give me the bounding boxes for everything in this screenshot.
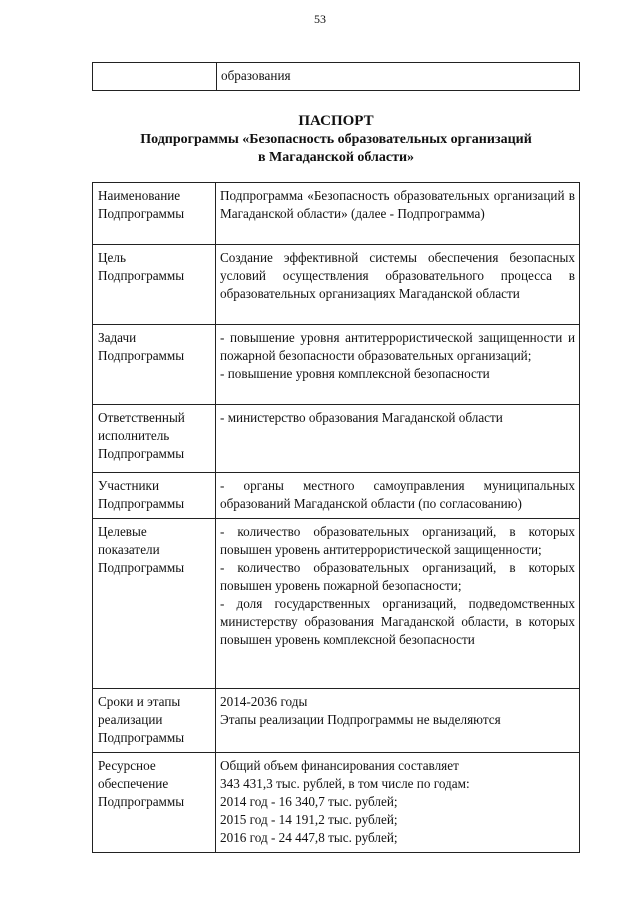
row-content [216, 753, 580, 853]
page-number: 53 [314, 12, 326, 26]
row-label: Цель Подпрограммы [93, 245, 216, 325]
row-content [216, 405, 580, 473]
row-content [216, 245, 580, 325]
passport-table [92, 182, 580, 853]
row-text: - министерство образования Магаданской области [220, 410, 503, 425]
row-label: Участники Подпрограммы [93, 473, 216, 519]
table-row [93, 405, 580, 473]
table-row [93, 63, 580, 91]
row-text: 2015 год - 14 191,2 тыс. рублей; [220, 812, 398, 827]
row-text: - количество образовательных организаций, в которых повышен уровень антитеррористической защищенности; [220, 524, 575, 557]
row-text: 343 431,3 тыс. рублей, в том числе по годам: [220, 776, 470, 791]
table-row [93, 325, 580, 405]
row-text: - органы местного самоуправления муниципальных образований Магаданской области (по согласованию) [220, 478, 575, 511]
table-row [93, 473, 580, 519]
row-content [216, 519, 580, 689]
passport-subtitle-line2: в Магаданской области» [257, 150, 415, 165]
continuation-table [92, 62, 580, 91]
row-text: 2016 год - 24 447,8 тыс. рублей; [220, 830, 398, 845]
row-content [216, 689, 580, 753]
row-text: 2014 год - 16 340,7 тыс. рублей; [220, 794, 398, 809]
row-text: - доля государственных организаций, подведомственных министерству образования Магаданской области, в которых повышен уровень комплексной безопасности [220, 596, 575, 647]
continuation-label-cell [93, 63, 217, 91]
row-label: Сроки и этапы реализации Подпрограммы [93, 689, 216, 753]
row-text: - количество образовательных организаций, в которых повышен уровень пожарной безопасности; [220, 560, 575, 593]
row-label: Наименование Подпрограммы [93, 183, 216, 245]
row-label: Ответственный исполнитель Подпрограммы [93, 405, 216, 473]
row-text: Этапы реализации Подпрограммы не выделяются [220, 712, 501, 727]
row-text: Подпрограмма «Безопасность образовательных организаций в Магаданской области» (далее - Подпрограмма) [220, 188, 575, 221]
row-text: - повышение уровня комплексной безопасности [220, 366, 490, 381]
row-content [216, 183, 580, 245]
row-text: - повышение уровня антитеррористической защищенности и пожарной безопасности образовательных организаций; [220, 330, 575, 363]
row-text: Создание эффективной системы обеспечения безопасных условий осуществления образовательного процесса в образовательных организациях Магаданской области [220, 250, 575, 301]
passport-title: ПАСПОРТ [298, 113, 374, 129]
continuation-value-cell: образования [217, 63, 580, 91]
table-row [93, 753, 580, 853]
table-row [93, 519, 580, 689]
table-row [93, 689, 580, 753]
row-text: 2014-2036 годы [220, 694, 308, 709]
row-label: Ресурсное обеспечение Подпрограммы [93, 753, 216, 853]
row-content [216, 325, 580, 405]
row-label: Целевые показатели Подпрограммы [93, 519, 216, 689]
passport-subtitle-line1: Подпрограммы «Безопасность образовательных организаций [140, 132, 532, 147]
row-content [216, 473, 580, 519]
row-label: Задачи Подпрограммы [93, 325, 216, 405]
table-row [93, 183, 580, 245]
row-text: Общий объем финансирования составляет [220, 758, 459, 773]
table-row [93, 245, 580, 325]
